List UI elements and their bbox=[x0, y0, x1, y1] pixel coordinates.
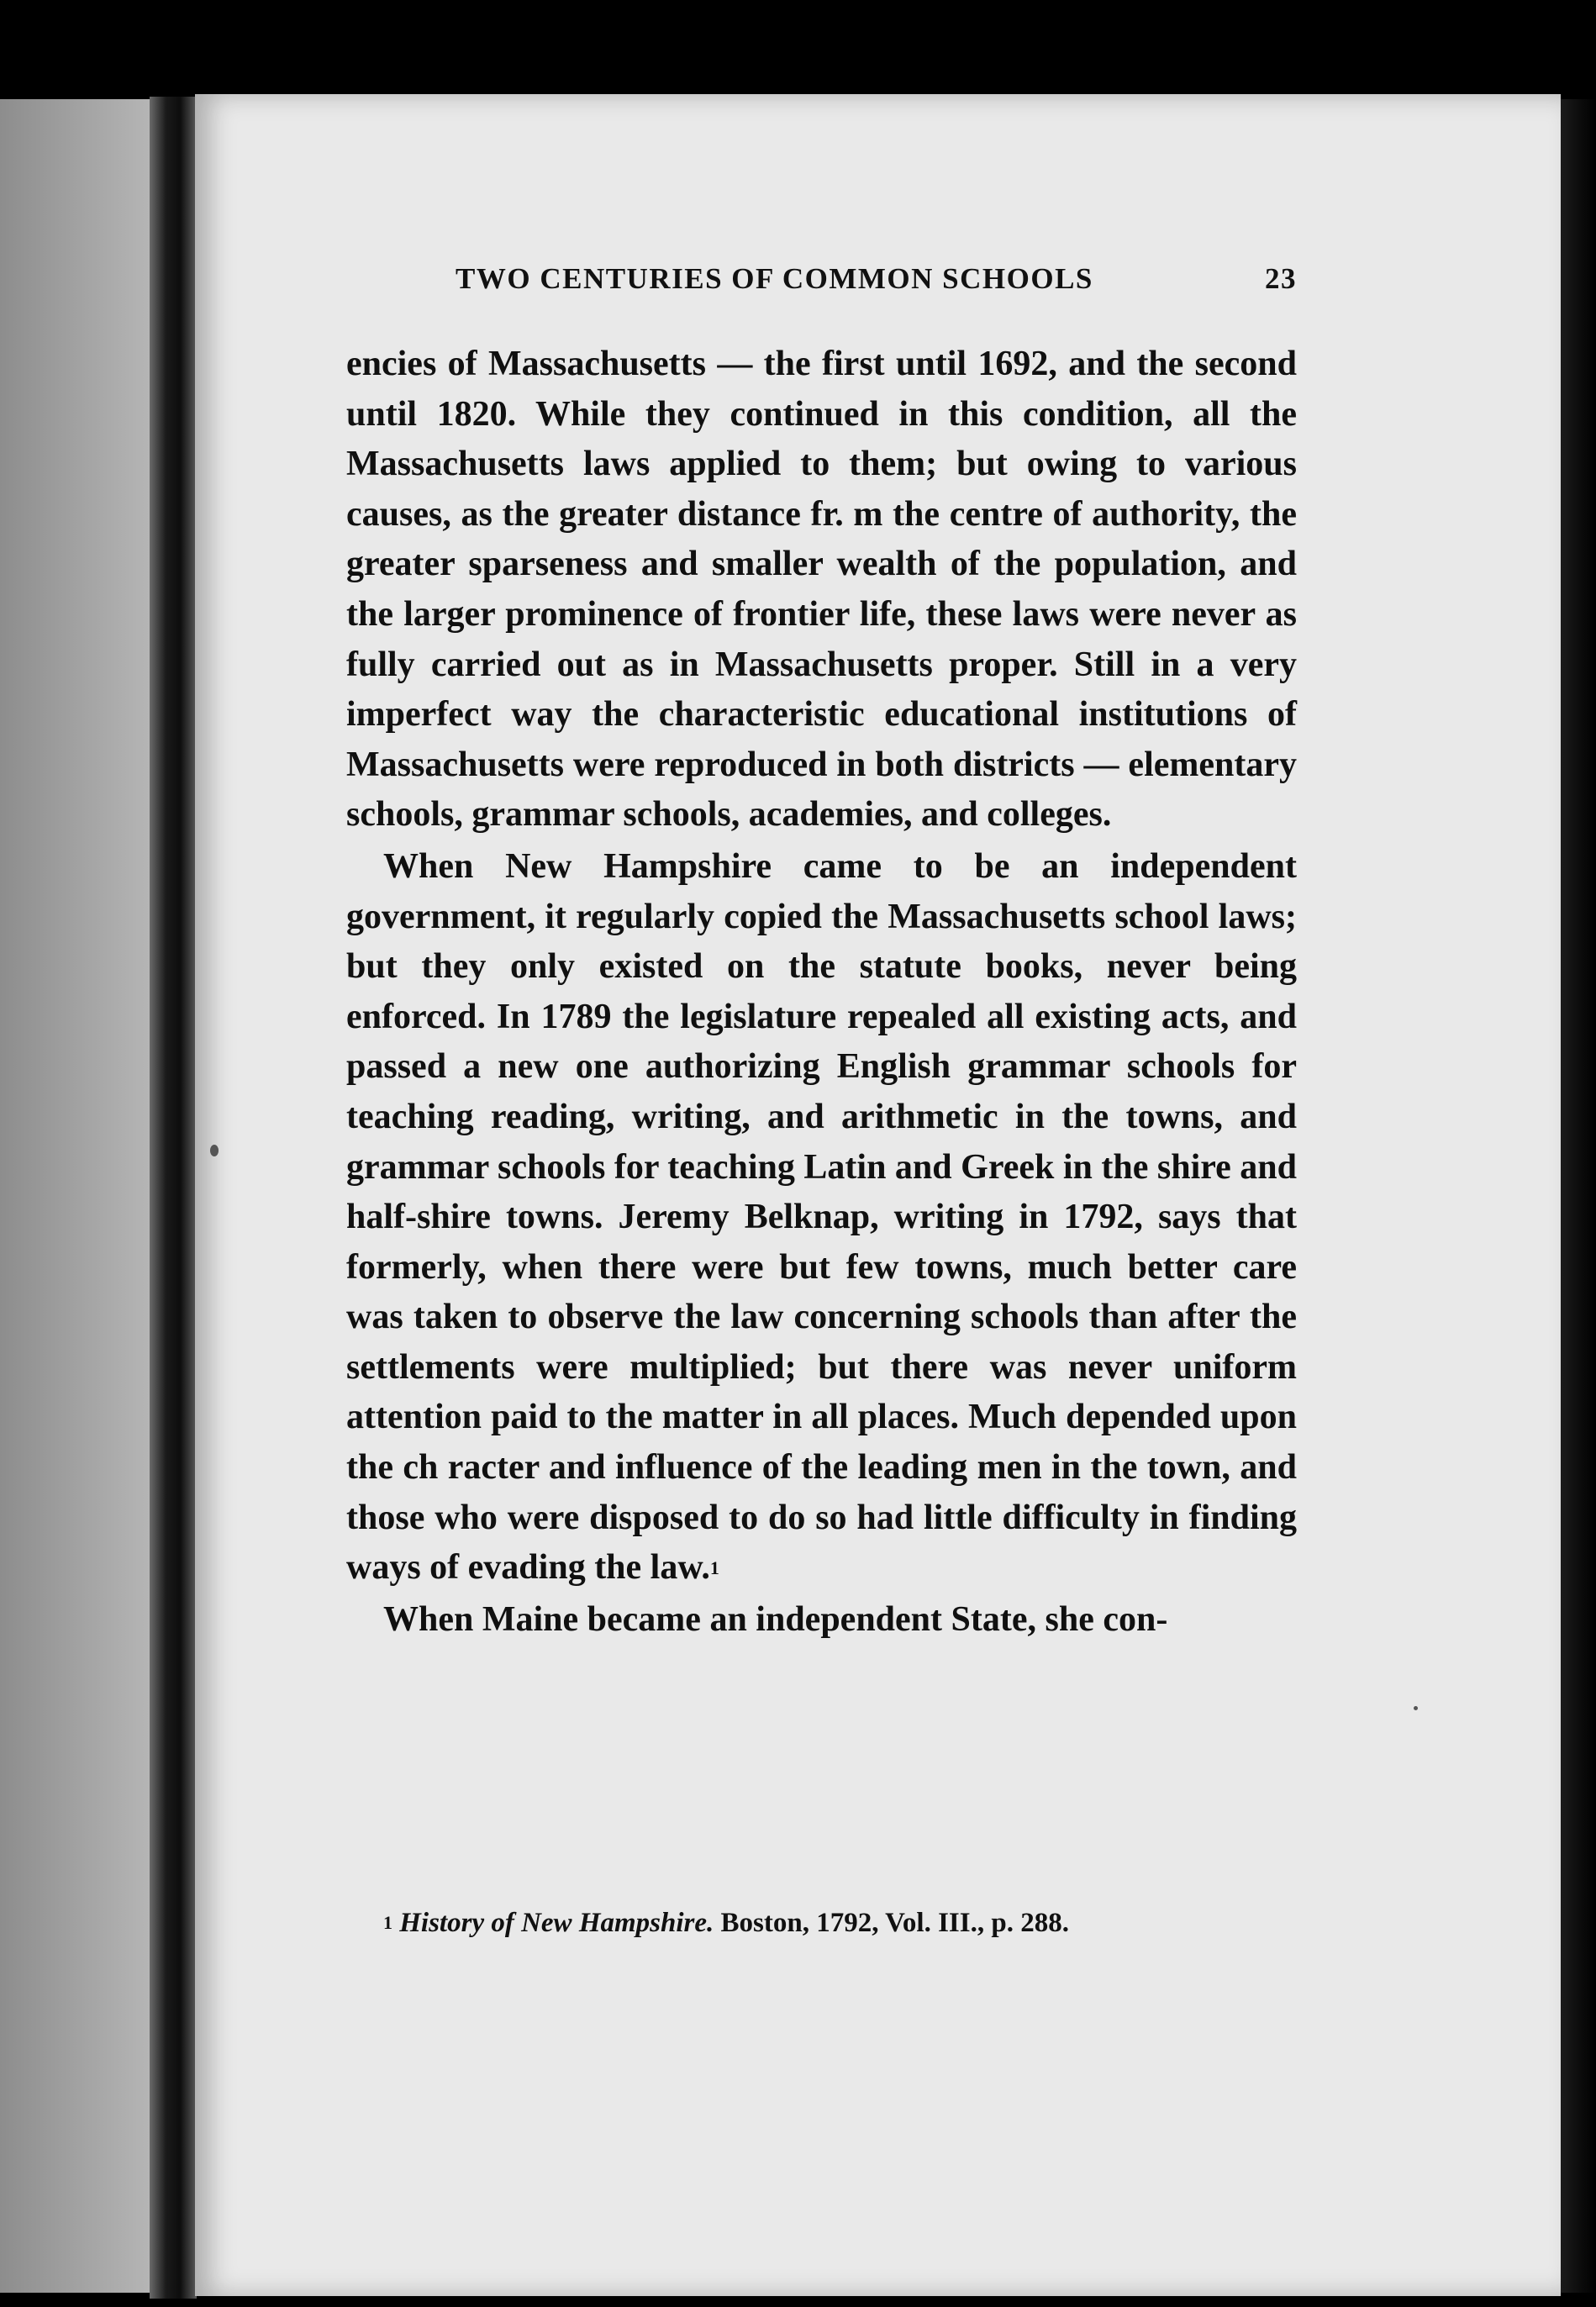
book-gutter bbox=[150, 97, 197, 2299]
footnote-citation: Boston, 1792, Vol. III., p. 288. bbox=[720, 1908, 1069, 1938]
footnote-reference: 1 bbox=[709, 1557, 719, 1579]
paper-speck bbox=[210, 1145, 219, 1156]
paragraph: When Maine became an independent State, she con- bbox=[383, 1599, 1168, 1639]
scan-border bbox=[1561, 99, 1596, 2293]
running-head bbox=[346, 262, 1297, 313]
paragraph: encies of Massachusetts — the first until 1692, and the second until 1820. While they continued in this condition, all the Massachusetts laws applied to them; but owing to various causes, as the greater distance fr. m the centre of authority, the greater sparseness and smaller wealth of the population, and the larger prominence of frontier life, these laws were never as fully carried out as in Massachusetts proper. Still in a very imperfect way the characteristic educational institutions of Massachusetts were reproduced in both districts — elementary schools, grammar schools, academies, and colleges. bbox=[346, 345, 1297, 835]
paper-speck bbox=[1414, 1706, 1418, 1710]
footnote bbox=[383, 1904, 1297, 1941]
page-number: 23 bbox=[1265, 262, 1297, 295]
footnote-marker: 1 bbox=[383, 1912, 392, 1933]
body-text bbox=[346, 340, 1297, 1645]
footnote-work-title: History of New Hampshire. bbox=[399, 1908, 714, 1938]
paragraph-text: When New Hampshire came to be an independent government, it regularly copied the Massachusetts school laws; but they only existed on the statute books, never being enforced. In 1789 the legislature repealed all existing acts, and passed a new one authorizing English grammar schools for teaching reading, writing, and arithmetic in the towns, and grammar schools for teaching Latin and Greek in the shire and half-shire towns. Jeremy Belknap, writing in 1792, says that formerly, when there were but few towns, much better care was taken to observe the law concerning schools than after the settlements were multiplied; but there was never uniform attention paid to the matter in all places. Much depended upon the ch racter and influence of the leading men in the town, and those who were disposed to do so had little difficulty in finding ways of evading the law. bbox=[346, 846, 1297, 1588]
running-title: TWO CENTURIES OF COMMON SCHOOLS bbox=[456, 262, 1093, 295]
paragraph bbox=[346, 842, 1297, 1593]
